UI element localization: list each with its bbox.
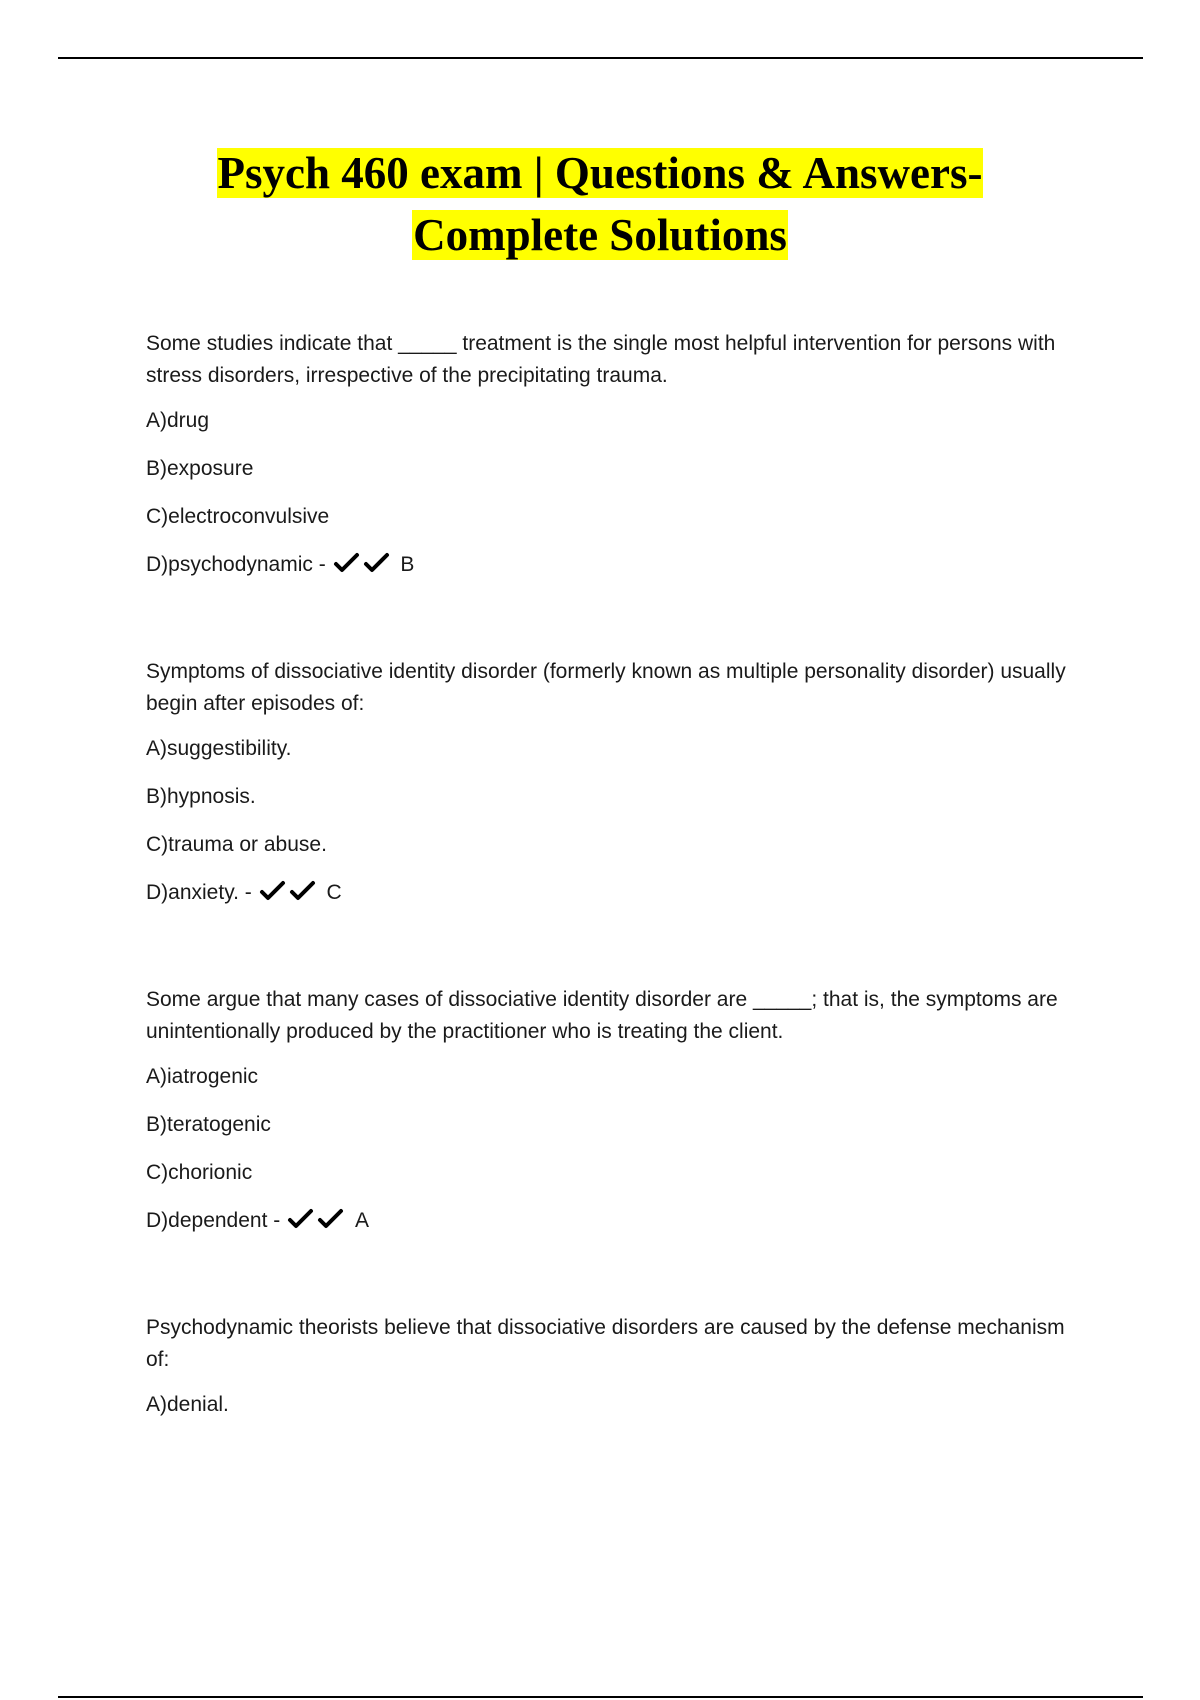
option-c: C)chorionic: [146, 1161, 253, 1184]
option-d: D)psychodynamic -: [146, 553, 326, 576]
question-block-4: [146, 1312, 1086, 1420]
option-a: A)iatrogenic: [146, 1065, 259, 1088]
answer-letter: A: [354, 1209, 369, 1232]
header-rule: [58, 57, 1143, 59]
double-check-icon: [333, 552, 393, 574]
option-d: D)anxiety. -: [146, 881, 252, 904]
double-check-icon: [259, 880, 319, 902]
question-list: [146, 328, 1086, 1496]
page-title: [0, 142, 1200, 266]
question-text: Symptoms of dissociative identity disorder (formerly known as multiple personality disorder) usually begin after episodes of:: [146, 660, 1066, 715]
question-text: Psychodynamic theorists believe that dissociative disorders are caused by the defense mechanism of:: [146, 1316, 1065, 1371]
question-block-3: [146, 984, 1086, 1236]
option-d-with-answer: [146, 878, 1086, 908]
option-d-with-answer: [146, 1206, 1086, 1236]
option-d-with-answer: [146, 550, 1086, 580]
option-c: C)electroconvulsive: [146, 505, 330, 528]
question-text: Some argue that many cases of dissociative identity disorder are _____; that is, the symptoms are unintentionally produced by the practitioner who is treating the client.: [146, 988, 1058, 1043]
option-a: A)denial.: [146, 1393, 229, 1416]
option-d: D)dependent -: [146, 1209, 281, 1232]
question-block-2: [146, 656, 1086, 908]
option-a: A)drug: [146, 409, 210, 432]
answer-letter: C: [326, 881, 342, 904]
option-b: B)hypnosis.: [146, 785, 256, 808]
option-b: B)teratogenic: [146, 1113, 271, 1136]
double-check-icon: [287, 1208, 347, 1230]
option-b: B)exposure: [146, 457, 254, 480]
option-a: A)suggestibility.: [146, 737, 292, 760]
question-text: Some studies indicate that _____ treatment is the single most helpful intervention for persons with stress disorders, irrespective of the precipitating trauma.: [146, 332, 1056, 387]
footer-rule: [58, 1696, 1143, 1698]
title-line-1: Psych 460 exam | Questions & Answers-: [217, 148, 983, 198]
question-block-1: [146, 328, 1086, 580]
answer-letter: B: [400, 553, 415, 576]
option-c: C)trauma or abuse.: [146, 833, 327, 856]
title-line-2: Complete Solutions: [413, 210, 787, 260]
